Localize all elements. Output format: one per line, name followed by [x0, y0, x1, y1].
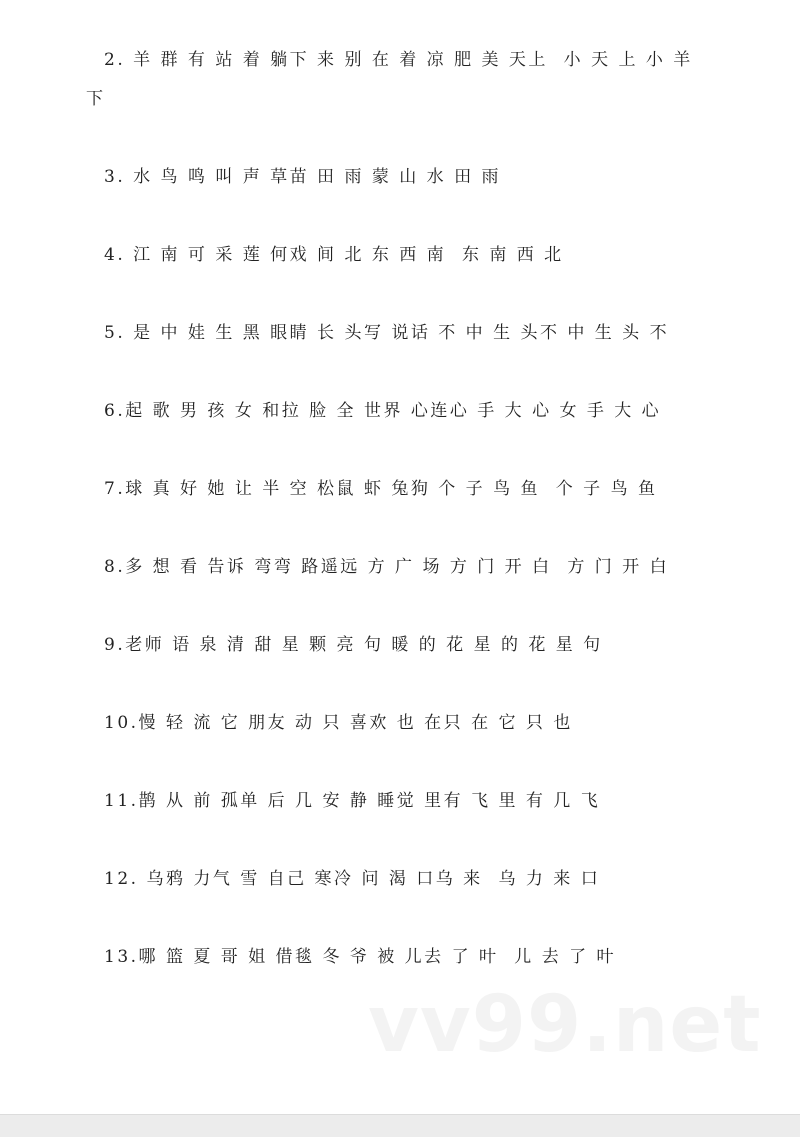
- word-list-line-8: 8.多 想 看 告诉 弯弯 路遥远 方 广 场 方 门 开 白 方 门 开 白: [104, 557, 670, 577]
- word-list-line-4: 4. 江 南 可 采 莲 何戏 间 北 东 西 南 东 南 西 北: [104, 245, 564, 265]
- word-list-line-13: 13.哪 篮 夏 哥 姐 借毯 冬 爷 被 儿去 了 叶 儿 去 了 叶: [104, 947, 616, 967]
- word-list-line-2-wrap: 下: [86, 89, 103, 109]
- word-list-line-7: 7.球 真 好 她 让 半 空 松鼠 虾 兔狗 个 子 鸟 鱼 个 子 鸟 鱼: [104, 479, 658, 499]
- word-list-line-2: 2. 羊 群 有 站 着 躺下 来 别 在 着 凉 肥 美 天上 小 天 上 小 羊: [104, 50, 693, 70]
- watermark: vv99.net: [368, 980, 762, 1070]
- word-list-line-12: 12. 乌鸦 力气 雪 自己 寒冷 问 渴 口乌 来 乌 力 来 口: [104, 869, 601, 889]
- word-list-line-6: 6.起 歌 男 孩 女 和拉 脸 全 世界 心连心 手 大 心 女 手 大 心: [104, 401, 662, 421]
- bottom-bar: [0, 1114, 800, 1137]
- word-list-line-10: 10.慢 轻 流 它 朋友 动 只 喜欢 也 在只 在 它 只 也: [104, 713, 573, 733]
- word-list-line-5: 5. 是 中 娃 生 黑 眼睛 长 头写 说话 不 中 生 头不 中 生 头 不: [104, 323, 670, 343]
- word-list-line-9: 9.老师 语 泉 清 甜 星 颗 亮 句 暖 的 花 星 的 花 星 句: [104, 635, 603, 655]
- word-list-line-3: 3. 水 鸟 鸣 叫 声 草苗 田 雨 蒙 山 水 田 雨: [104, 167, 501, 187]
- word-list-line-11: 11.鹊 从 前 孤单 后 几 安 静 睡觉 里有 飞 里 有 几 飞: [104, 791, 601, 811]
